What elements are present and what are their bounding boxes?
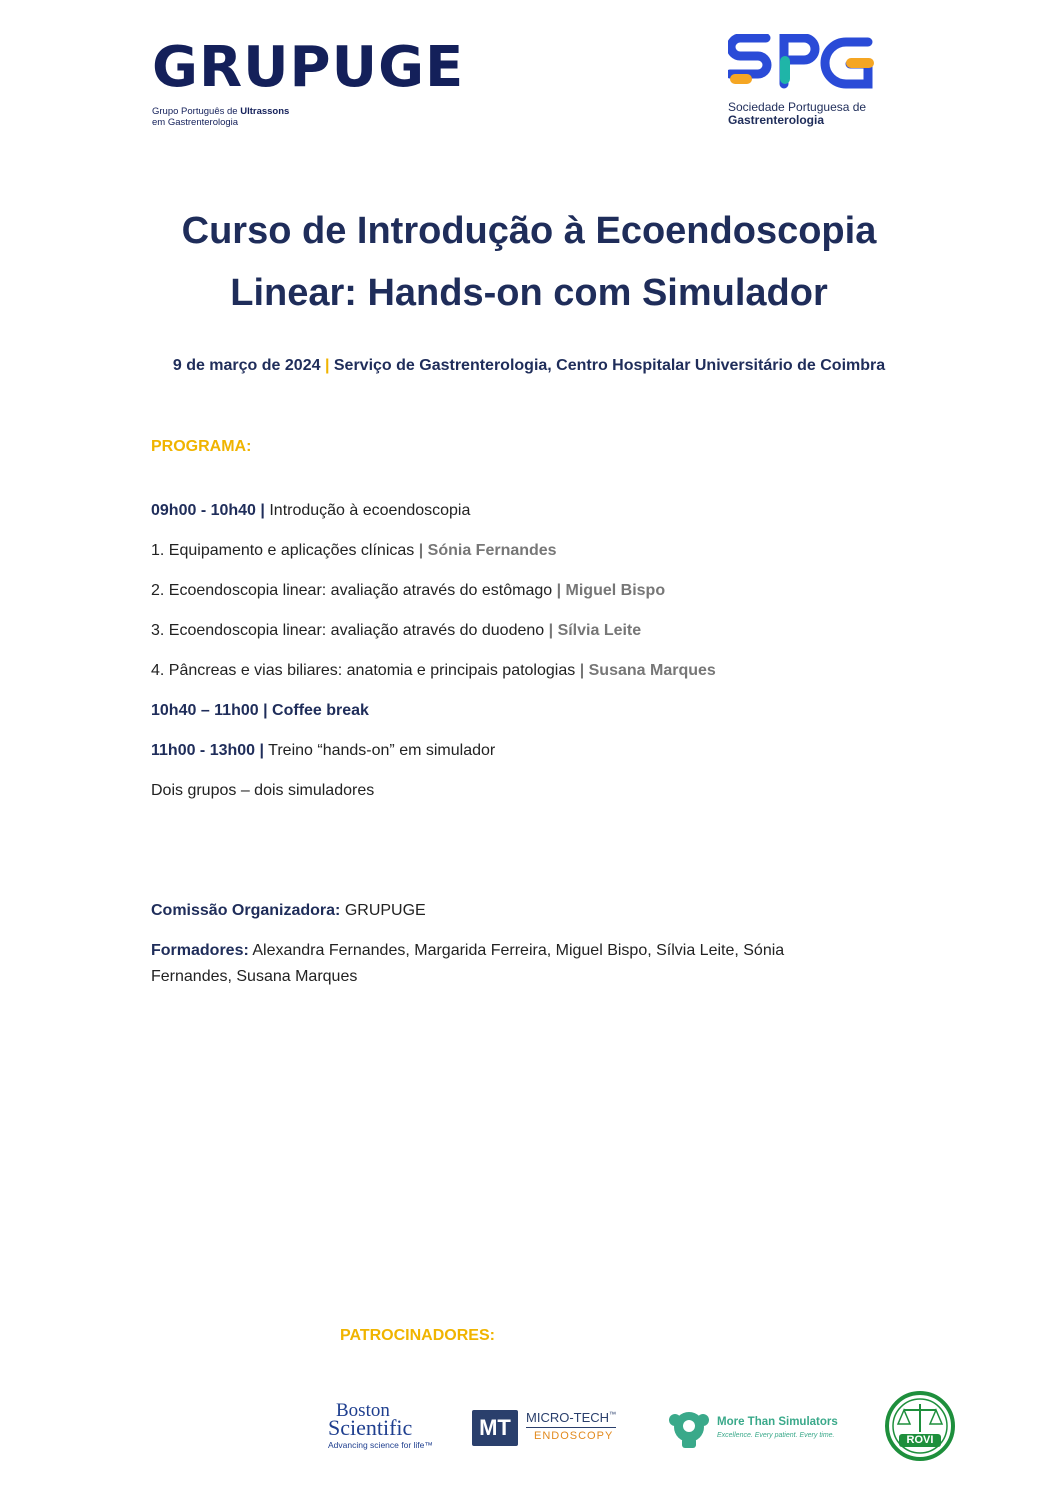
course-date: 9 de março de 2024 — [172, 357, 321, 374]
sponsors-heading: PATROCINADORES: — [340, 1327, 495, 1344]
program-block-1 — [151, 498, 470, 524]
grupuge-tagline-bold: Ultrassons — [240, 106, 290, 117]
grupuge-tagline — [152, 106, 512, 128]
more-than-simulators-logo — [667, 1406, 842, 1452]
spg-tagline-line1: Sociedade Portuguesa de — [728, 100, 867, 114]
course-title — [0, 200, 1058, 324]
program-item-speaker: Sónia Fernandes — [427, 542, 557, 559]
program-break-time: 10h40 – 11h00 — [151, 702, 259, 719]
program-item-2 — [151, 578, 665, 604]
grupuge-wordmark: GRUPUGE — [152, 35, 465, 100]
program-item-text: 4. Pâncreas e vias biliares: anatomia e principais patologias — [151, 662, 576, 679]
program-block-2-time: 11h00 - 13h00 — [151, 742, 256, 759]
program-block-1-sep: | — [260, 502, 265, 519]
course-subtitle — [0, 357, 1058, 375]
subtitle-separator: | — [324, 357, 330, 374]
program-groups: Dois grupos – dois simuladores — [151, 782, 375, 799]
mts-name: More Than Simulators — [717, 1416, 838, 1428]
spg-logo — [728, 34, 898, 134]
organizing-committee-value: GRUPUGE — [344, 902, 426, 919]
program-block-2 — [151, 738, 495, 764]
program-item-speaker: Sílvia Leite — [557, 622, 642, 639]
trainers-line2: Fernandes, Susana Marques — [151, 968, 358, 985]
program-item-4 — [151, 658, 716, 684]
program-block-1-text: Introdução à ecoendoscopia — [269, 502, 471, 519]
program-item-text: 2. Ecoendoscopia linear: avaliação através do estômago — [151, 582, 553, 599]
trainers — [151, 938, 784, 990]
spg-tagline — [728, 101, 898, 127]
rovi-logo — [884, 1390, 956, 1462]
program-block-2-text: Treino “hands-on” em simulador — [268, 742, 496, 759]
rovi-name: ROVI — [906, 1434, 934, 1446]
program-break — [151, 698, 369, 724]
rovi-emblem-icon — [884, 1390, 956, 1462]
program-heading: PROGRAMA: — [151, 438, 252, 455]
program-item-sep: | — [418, 542, 424, 559]
spg-wordmark-graphic — [728, 34, 878, 90]
mts-emblem-icon — [667, 1408, 711, 1450]
trainers-line1: Alexandra Fernandes, Margarida Ferreira, Miguel Bispo, Sílvia Leite, Sónia — [252, 942, 785, 959]
mts-tagline: Excellence. Every patient. Every time. — [717, 1432, 835, 1439]
program-break-text: Coffee break — [272, 702, 369, 719]
grupuge-tagline-line2: em Gastrenterologia — [152, 117, 239, 128]
course-venue: Serviço de Gastrenterologia, Centro Hospitalar Universitário de Coimbra — [333, 357, 886, 374]
microtech-logo — [472, 1408, 632, 1448]
boston-line2: Scientific — [328, 1415, 413, 1440]
program-item-sep: | — [579, 662, 585, 679]
microtech-name: MICRO-TECH — [526, 1410, 610, 1425]
program-item-text: 1. Equipamento e aplicações clínicas — [151, 542, 415, 559]
program-block-2-sep: | — [259, 742, 265, 759]
trainers-label: Formadores: — [151, 942, 249, 959]
program-block-1-time: 09h00 - 10h40 — [151, 502, 256, 519]
program-item-3 — [151, 618, 641, 644]
course-title-line1: Curso de Introdução à Ecoendoscopia — [181, 210, 877, 252]
boston-tagline: Advancing science for life™ — [328, 1440, 433, 1450]
microtech-tm: ™ — [609, 1411, 617, 1419]
microtech-name-wrap — [526, 1410, 616, 1425]
organizing-committee-label: Comissão Organizadora: — [151, 902, 341, 919]
grupuge-logo — [152, 35, 512, 135]
program-item-speaker: Miguel Bispo — [565, 582, 666, 599]
organizing-committee — [151, 898, 426, 924]
program-item-1 — [151, 538, 557, 564]
spg-tagline-line2: Gastrenterologia — [728, 113, 825, 127]
grupuge-tagline-plain: Grupo Português de — [152, 106, 238, 117]
boston-scientific-logo — [328, 1402, 448, 1452]
program-break-sep: | — [263, 702, 268, 719]
microtech-sub: ENDOSCOPY — [534, 1430, 614, 1442]
program-item-text: 3. Ecoendoscopia linear: avaliação através do duodeno — [151, 622, 545, 639]
microtech-mark: MT — [472, 1410, 518, 1446]
microtech-divider — [526, 1427, 616, 1428]
program-item-sep: | — [548, 622, 554, 639]
program-item-sep: | — [556, 582, 562, 599]
program-item-speaker: Susana Marques — [588, 662, 716, 679]
boston-line1: Boston — [336, 1400, 390, 1421]
course-title-line2: Linear: Hands-on com Simulador — [230, 272, 828, 314]
